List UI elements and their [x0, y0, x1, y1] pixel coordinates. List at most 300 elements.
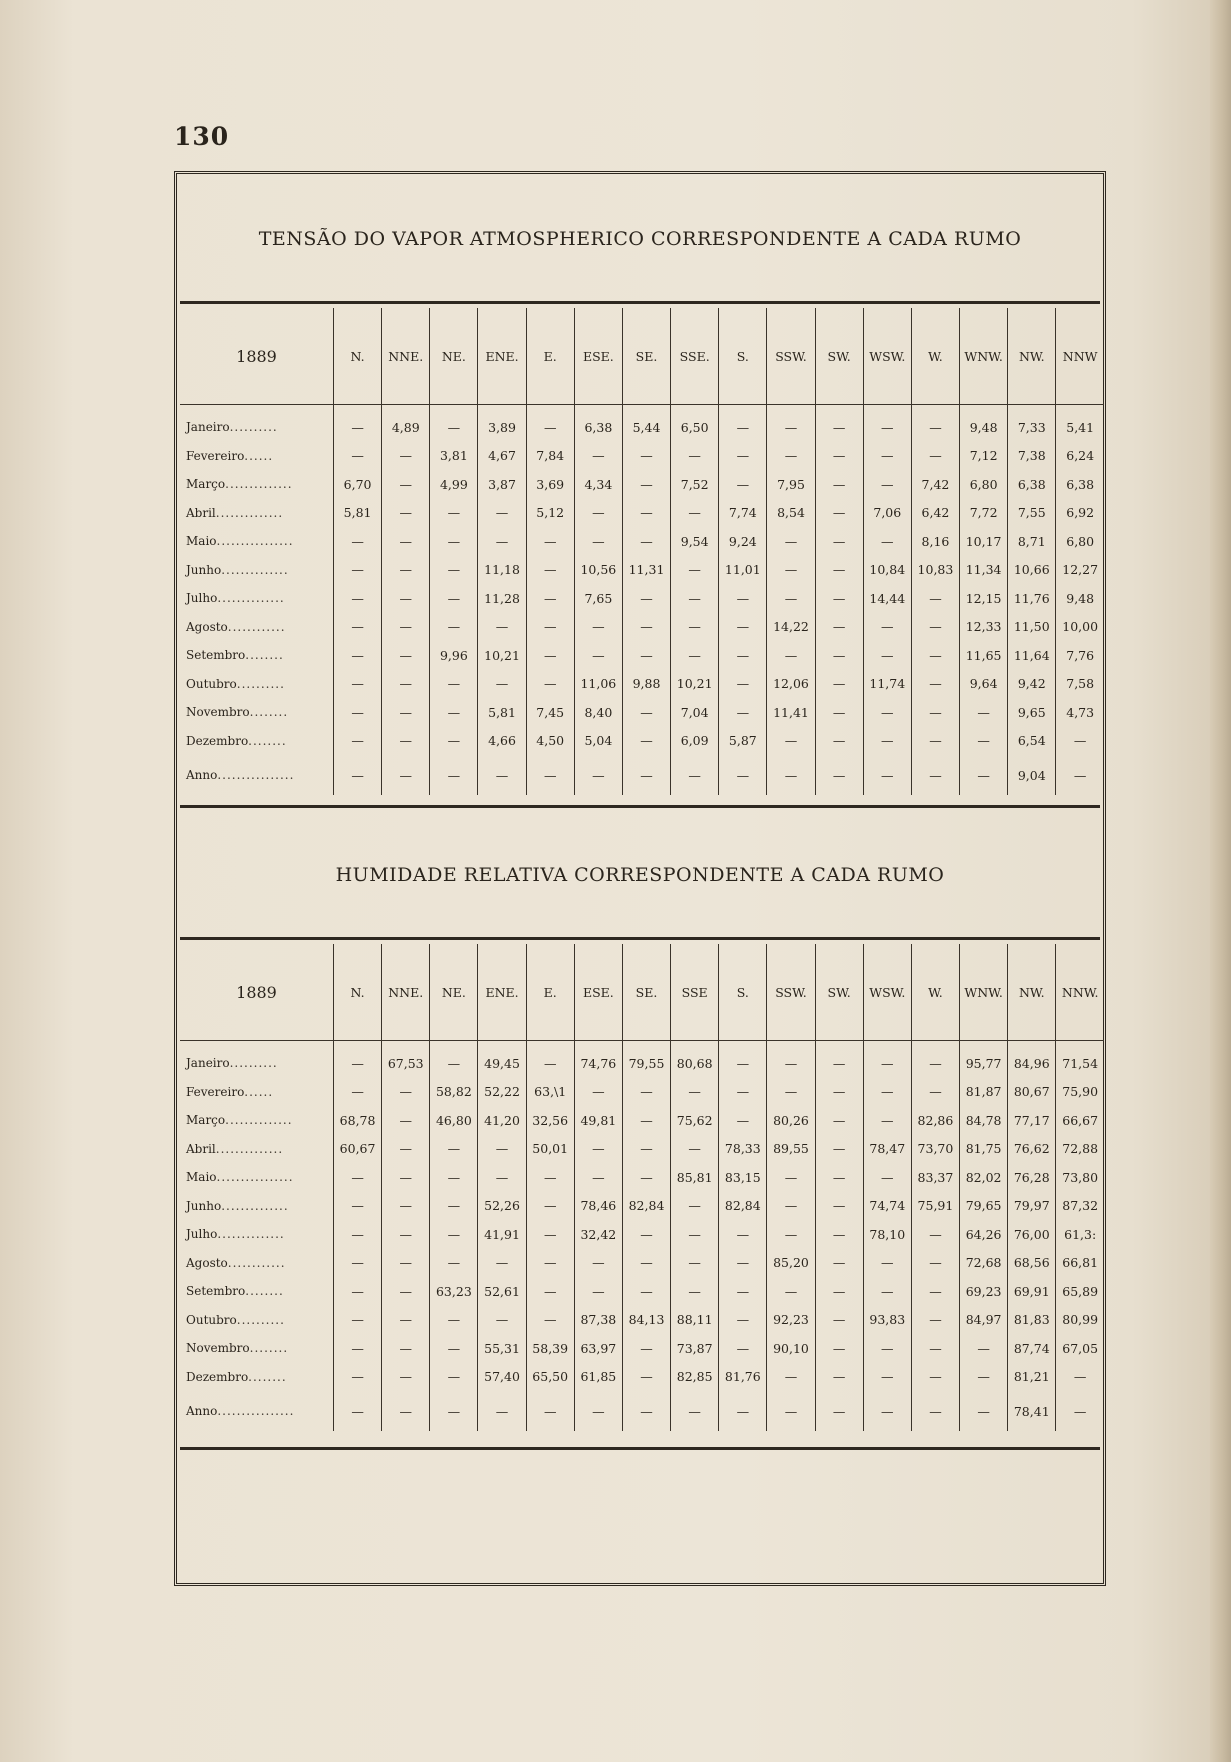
table-cell: 66,81: [1056, 1249, 1104, 1278]
table-cell: 50,01: [526, 1135, 574, 1164]
table-cell: 60,67: [334, 1135, 382, 1164]
table-cell: 6,80: [1056, 527, 1104, 556]
table-cell: —: [334, 1192, 382, 1221]
leader-dots: ..............: [217, 591, 285, 606]
table-cell: —: [334, 556, 382, 585]
table-cell: —: [334, 442, 382, 471]
table-cell: —: [815, 1078, 863, 1107]
year-header: 1889: [180, 944, 334, 1041]
column-header: ENE.: [478, 944, 526, 1041]
table-cell: —: [719, 1041, 767, 1078]
title-rule: [180, 937, 1100, 940]
column-header: N.: [334, 944, 382, 1041]
table-cell: —: [430, 1391, 478, 1431]
table-cell: —: [526, 1041, 574, 1078]
table-cell: 7,95: [767, 470, 815, 499]
table-cell: 84,97: [960, 1306, 1008, 1335]
column-header: W.: [911, 944, 959, 1041]
table-row: [180, 698, 1104, 727]
month-label: Janeiro: [186, 1056, 230, 1071]
table-cell: —: [334, 1163, 382, 1192]
month-cell: [180, 1363, 334, 1392]
table-cell: —: [526, 755, 574, 795]
table-cell: —: [478, 1249, 526, 1278]
table-cell: —: [815, 727, 863, 756]
month-cell: [180, 584, 334, 613]
table-cell: —: [622, 1135, 670, 1164]
table-cell: —: [334, 1391, 382, 1431]
table-cell: —: [430, 1041, 478, 1078]
table-cell: 68,56: [1008, 1249, 1056, 1278]
table-cell: —: [622, 613, 670, 642]
month-label: Maio: [186, 1170, 217, 1185]
table-cell: 5,81: [334, 499, 382, 528]
table-cell: —: [382, 584, 430, 613]
table-cell: —: [478, 527, 526, 556]
table-cell: —: [863, 1041, 911, 1078]
table-cell: 85,20: [767, 1249, 815, 1278]
month-label: Agosto: [186, 1255, 228, 1270]
table-cell: —: [574, 641, 622, 670]
table-cell: 80,68: [671, 1041, 719, 1078]
table-cell: 78,33: [719, 1135, 767, 1164]
table-cell: 7,84: [526, 442, 574, 471]
table-cell: —: [574, 527, 622, 556]
table-cell: 7,52: [671, 470, 719, 499]
table-cell: 69,23: [960, 1277, 1008, 1306]
table-cell: —: [430, 556, 478, 585]
month-cell: [180, 1041, 334, 1078]
table-cell: —: [671, 499, 719, 528]
table-cell: 58,39: [526, 1334, 574, 1363]
table-cell: —: [911, 613, 959, 642]
table-cell: —: [767, 584, 815, 613]
month-label: Junho: [186, 1198, 222, 1213]
table-cell: 10,66: [1008, 556, 1056, 585]
table-cell: —: [382, 1135, 430, 1164]
table-cell: 63,23: [430, 1277, 478, 1306]
table-cell: 11,18: [478, 556, 526, 585]
table-cell: —: [526, 1249, 574, 1278]
table-cell: 95,77: [960, 1041, 1008, 1078]
table-cell: —: [671, 613, 719, 642]
table-cell: 65,89: [1056, 1277, 1104, 1306]
table-cell: —: [815, 442, 863, 471]
table-cell: —: [911, 442, 959, 471]
table-cell: —: [622, 1078, 670, 1107]
table-cell: 9,48: [960, 405, 1008, 442]
table-cell: 75,62: [671, 1106, 719, 1135]
table-cell: —: [671, 1277, 719, 1306]
table-cell: —: [863, 470, 911, 499]
table-cell: —: [430, 613, 478, 642]
table-row: [180, 1135, 1104, 1164]
table-cell: 78,10: [863, 1220, 911, 1249]
table-cell: —: [622, 1334, 670, 1363]
table-cell: —: [430, 1135, 478, 1164]
leader-dots: ..............: [221, 562, 289, 577]
table-cell: 78,47: [863, 1135, 911, 1164]
table-cell: 9,48: [1056, 584, 1104, 613]
table-cell: 11,01: [719, 556, 767, 585]
table-cell: —: [863, 641, 911, 670]
header-row: [180, 944, 1104, 1041]
month-cell: [180, 1106, 334, 1135]
table-cell: 10,56: [574, 556, 622, 585]
table-cell: —: [911, 1078, 959, 1107]
table-cell: —: [719, 405, 767, 442]
column-header: W.: [911, 308, 959, 405]
table-cell: 10,84: [863, 556, 911, 585]
table-cell: 75,90: [1056, 1078, 1104, 1107]
leader-dots: ......: [244, 448, 274, 463]
table-cell: 63,\1: [526, 1078, 574, 1107]
table-cell: 81,76: [719, 1363, 767, 1392]
table-cell: 11,28: [478, 584, 526, 613]
table-cell: —: [574, 1135, 622, 1164]
table-cell: —: [767, 527, 815, 556]
table-cell: —: [382, 442, 430, 471]
table-cell: —: [671, 1249, 719, 1278]
table-cell: —: [622, 1391, 670, 1431]
month-label: Janeiro: [186, 420, 230, 435]
table-row: [180, 1220, 1104, 1249]
table-cell: 92,23: [767, 1306, 815, 1335]
leader-dots: ..............: [215, 505, 284, 520]
table-cell: —: [767, 1391, 815, 1431]
table-cell: —: [719, 613, 767, 642]
table-cell: —: [863, 527, 911, 556]
table-cell: —: [719, 1306, 767, 1335]
table-cell: 6,42: [911, 499, 959, 528]
table-cell: 4,99: [430, 470, 478, 499]
month-label: Dezembro: [186, 1369, 249, 1384]
column-header: NNE.: [382, 308, 430, 405]
table-cell: 7,42: [911, 470, 959, 499]
table-cell: 63,97: [574, 1334, 622, 1363]
table-cell: 90,10: [767, 1334, 815, 1363]
table-cell: 66,67: [1056, 1106, 1104, 1135]
table-cell: 52,22: [478, 1078, 526, 1107]
month-cell: [180, 1135, 334, 1164]
table-cell: 5,41: [1056, 405, 1104, 442]
table-cell: 7,76: [1056, 641, 1104, 670]
table-cell: —: [574, 1078, 622, 1107]
table-cell: —: [719, 698, 767, 727]
table-cell: 80,67: [1008, 1078, 1056, 1107]
table-row: [180, 405, 1104, 442]
column-header: SE.: [622, 944, 670, 1041]
table-cell: —: [719, 470, 767, 499]
table-cell: 3,81: [430, 442, 478, 471]
table-cell: —: [622, 1277, 670, 1306]
table-cell: 7,55: [1008, 499, 1056, 528]
table-cell: —: [430, 1220, 478, 1249]
column-header: SSE.: [671, 308, 719, 405]
table-cell: —: [911, 1306, 959, 1335]
table-cell: —: [526, 405, 574, 442]
table-cell: —: [671, 442, 719, 471]
table-cell: —: [1056, 755, 1104, 795]
month-cell: [180, 405, 334, 442]
column-header: SW.: [815, 308, 863, 405]
leader-dots: ..........: [229, 420, 278, 435]
table-cell: —: [767, 1041, 815, 1078]
table-cell: —: [960, 755, 1008, 795]
leader-dots: ..........: [236, 676, 285, 691]
table-cell: —: [719, 1334, 767, 1363]
month-label: Março: [186, 477, 226, 492]
table-cell: 7,72: [960, 499, 1008, 528]
table-cell: —: [430, 670, 478, 699]
table-cell: —: [334, 1363, 382, 1392]
column-header: NW.: [1008, 308, 1056, 405]
table-cell: —: [622, 698, 670, 727]
header-row: [180, 308, 1104, 405]
table-cell: 7,58: [1056, 670, 1104, 699]
leader-dots: ..............: [225, 1113, 293, 1128]
table-cell: 81,83: [1008, 1306, 1056, 1335]
month-cell: [180, 1249, 334, 1278]
table-cell: —: [526, 670, 574, 699]
table-cell: —: [960, 1334, 1008, 1363]
table-cell: 12,15: [960, 584, 1008, 613]
table-cell: 73,70: [911, 1135, 959, 1164]
leader-dots: ......: [244, 1084, 274, 1099]
table-cell: 9,04: [1008, 755, 1056, 795]
column-header: NNW: [1056, 308, 1104, 405]
table-cell: —: [430, 727, 478, 756]
table-cell: 74,76: [574, 1041, 622, 1078]
month-label: Outubro: [186, 676, 237, 691]
table-cell: —: [719, 1106, 767, 1135]
table-cell: —: [815, 405, 863, 442]
table-cell: 7,38: [1008, 442, 1056, 471]
table-cell: —: [382, 1078, 430, 1107]
table-cell: —: [911, 1334, 959, 1363]
table-cell: —: [334, 641, 382, 670]
month-cell: [180, 1334, 334, 1363]
table-cell: 64,26: [960, 1220, 1008, 1249]
table-cell: —: [382, 1306, 430, 1335]
table-cell: —: [382, 1334, 430, 1363]
table-cell: —: [719, 641, 767, 670]
month-label: Anno: [186, 768, 218, 782]
table-cell: 8,40: [574, 698, 622, 727]
table-cell: —: [382, 670, 430, 699]
table-cell: —: [526, 1220, 574, 1249]
page-number: 130: [174, 122, 230, 151]
page-edge: [1210, 0, 1231, 1762]
table-cell: 79,55: [622, 1041, 670, 1078]
table-cell: —: [574, 1391, 622, 1431]
table-cell: —: [430, 1334, 478, 1363]
table-cell: 4,66: [478, 727, 526, 756]
column-header: SE.: [622, 308, 670, 405]
table-cell: 4,50: [526, 727, 574, 756]
table-cell: 83,37: [911, 1163, 959, 1192]
table-cell: —: [815, 1041, 863, 1078]
table-cell: —: [382, 1363, 430, 1392]
table-cell: —: [430, 527, 478, 556]
column-header: NW.: [1008, 944, 1056, 1041]
table-cell: 76,28: [1008, 1163, 1056, 1192]
table-cell: —: [382, 499, 430, 528]
table-cell: 73,80: [1056, 1163, 1104, 1192]
table-cell: —: [622, 527, 670, 556]
table-cell: 32,56: [526, 1106, 574, 1135]
table-cell: —: [767, 727, 815, 756]
table-cell: —: [815, 698, 863, 727]
table-cell: 67,53: [382, 1041, 430, 1078]
table-cell: —: [767, 1163, 815, 1192]
table-cell: 77,17: [1008, 1106, 1056, 1135]
table-cell: 67,05: [1056, 1334, 1104, 1363]
table-row: [180, 727, 1104, 756]
leader-dots: ........: [245, 1284, 284, 1299]
table-cell: —: [382, 527, 430, 556]
table-title-vapor-tension: TENSÃO DO VAPOR ATMOSPHERICO CORRESPONDENTE A CADA RUMO: [258, 228, 1022, 250]
table-cell: —: [430, 698, 478, 727]
table-cell: —: [767, 1220, 815, 1249]
table-cell: —: [815, 1306, 863, 1335]
table-cell: —: [815, 613, 863, 642]
table-cell: 84,96: [1008, 1041, 1056, 1078]
table-cell: —: [430, 1363, 478, 1392]
table-cell: 9,24: [719, 527, 767, 556]
table-cell: —: [911, 755, 959, 795]
table-cell: 87,74: [1008, 1334, 1056, 1363]
table-cell: —: [767, 755, 815, 795]
table-cell: —: [622, 1220, 670, 1249]
table-cell: —: [815, 499, 863, 528]
table-cell: 41,91: [478, 1220, 526, 1249]
table-cell: —: [815, 584, 863, 613]
table-cell: —: [622, 727, 670, 756]
table-cell: 46,80: [430, 1106, 478, 1135]
table-cell: 82,84: [719, 1192, 767, 1221]
table-cell: —: [815, 470, 863, 499]
table-cell: —: [863, 1277, 911, 1306]
table-cell: —: [622, 1163, 670, 1192]
table-cell: —: [622, 1363, 670, 1392]
table-cell: —: [382, 727, 430, 756]
table-cell: 68,78: [334, 1106, 382, 1135]
column-header: S.: [719, 944, 767, 1041]
month-label: Maio: [186, 534, 217, 549]
month-label: Dezembro: [186, 733, 249, 748]
table-cell: —: [767, 442, 815, 471]
leader-dots: ................: [217, 1404, 295, 1418]
table-cell: —: [478, 613, 526, 642]
table-cell: —: [334, 1306, 382, 1335]
month-cell: [180, 527, 334, 556]
table-cell: —: [526, 613, 574, 642]
table-cell: 8,54: [767, 499, 815, 528]
table-cell: 10,21: [478, 641, 526, 670]
table-cell: —: [815, 1334, 863, 1363]
month-cell: [180, 1391, 334, 1431]
month-label: Julho: [186, 591, 218, 606]
table-cell: 6,80: [960, 470, 1008, 499]
month-cell: [180, 1078, 334, 1107]
table-cell: —: [526, 1192, 574, 1221]
table-cell: 4,34: [574, 470, 622, 499]
table-cell: 4,67: [478, 442, 526, 471]
table-cell: —: [671, 556, 719, 585]
table-row: [180, 584, 1104, 613]
table-cell: —: [815, 1277, 863, 1306]
table-cell: 11,76: [1008, 584, 1056, 613]
table-cell: —: [382, 1106, 430, 1135]
table-cell: —: [526, 1391, 574, 1431]
month-cell: [180, 1277, 334, 1306]
table-cell: —: [863, 1078, 911, 1107]
table-row: [180, 755, 1104, 795]
table-cell: 4,89: [382, 405, 430, 442]
table-cell: —: [815, 1391, 863, 1431]
table-cell: —: [911, 584, 959, 613]
month-cell: [180, 613, 334, 642]
table-cell: —: [863, 613, 911, 642]
table-cell: 81,87: [960, 1078, 1008, 1107]
column-header: ESE.: [574, 308, 622, 405]
table-cell: —: [911, 670, 959, 699]
table-cell: 6,38: [574, 405, 622, 442]
table-cell: —: [719, 670, 767, 699]
column-header: ESE.: [574, 944, 622, 1041]
table-cell: 78,41: [1008, 1391, 1056, 1431]
table-cell: —: [911, 641, 959, 670]
table-cell: —: [382, 1163, 430, 1192]
table-cell: —: [526, 527, 574, 556]
table-cell: —: [719, 1078, 767, 1107]
table-cell: —: [863, 1163, 911, 1192]
column-header: E.: [526, 944, 574, 1041]
title-rule: [180, 301, 1100, 304]
table-row: [180, 1078, 1104, 1107]
table-cell: —: [767, 556, 815, 585]
column-header: SW.: [815, 944, 863, 1041]
leader-dots: ..............: [215, 1141, 284, 1156]
table-cell: —: [382, 1249, 430, 1278]
column-header: WNW.: [960, 308, 1008, 405]
table-cell: 87,38: [574, 1306, 622, 1335]
table-cell: —: [334, 527, 382, 556]
table-cell: 72,88: [1056, 1135, 1104, 1164]
table-cell: —: [911, 1363, 959, 1392]
month-cell: [180, 1220, 334, 1249]
table-row: [180, 641, 1104, 670]
table-cell: 72,68: [960, 1249, 1008, 1278]
table-cell: —: [574, 442, 622, 471]
table-cell: 78,46: [574, 1192, 622, 1221]
table-cell: —: [526, 584, 574, 613]
table-cell: —: [526, 1163, 574, 1192]
leader-dots: ..............: [221, 1198, 289, 1213]
table-cell: —: [863, 755, 911, 795]
table-cell: —: [334, 727, 382, 756]
table-cell: 9,65: [1008, 698, 1056, 727]
month-label: Novembro: [186, 1341, 250, 1356]
table-cell: —: [574, 613, 622, 642]
table-cell: —: [911, 1277, 959, 1306]
table-cell: 6,50: [671, 405, 719, 442]
column-header: ENE.: [478, 308, 526, 405]
table-cell: —: [863, 405, 911, 442]
relative-humidity-table: [180, 944, 1104, 1431]
table-cell: —: [574, 1249, 622, 1278]
